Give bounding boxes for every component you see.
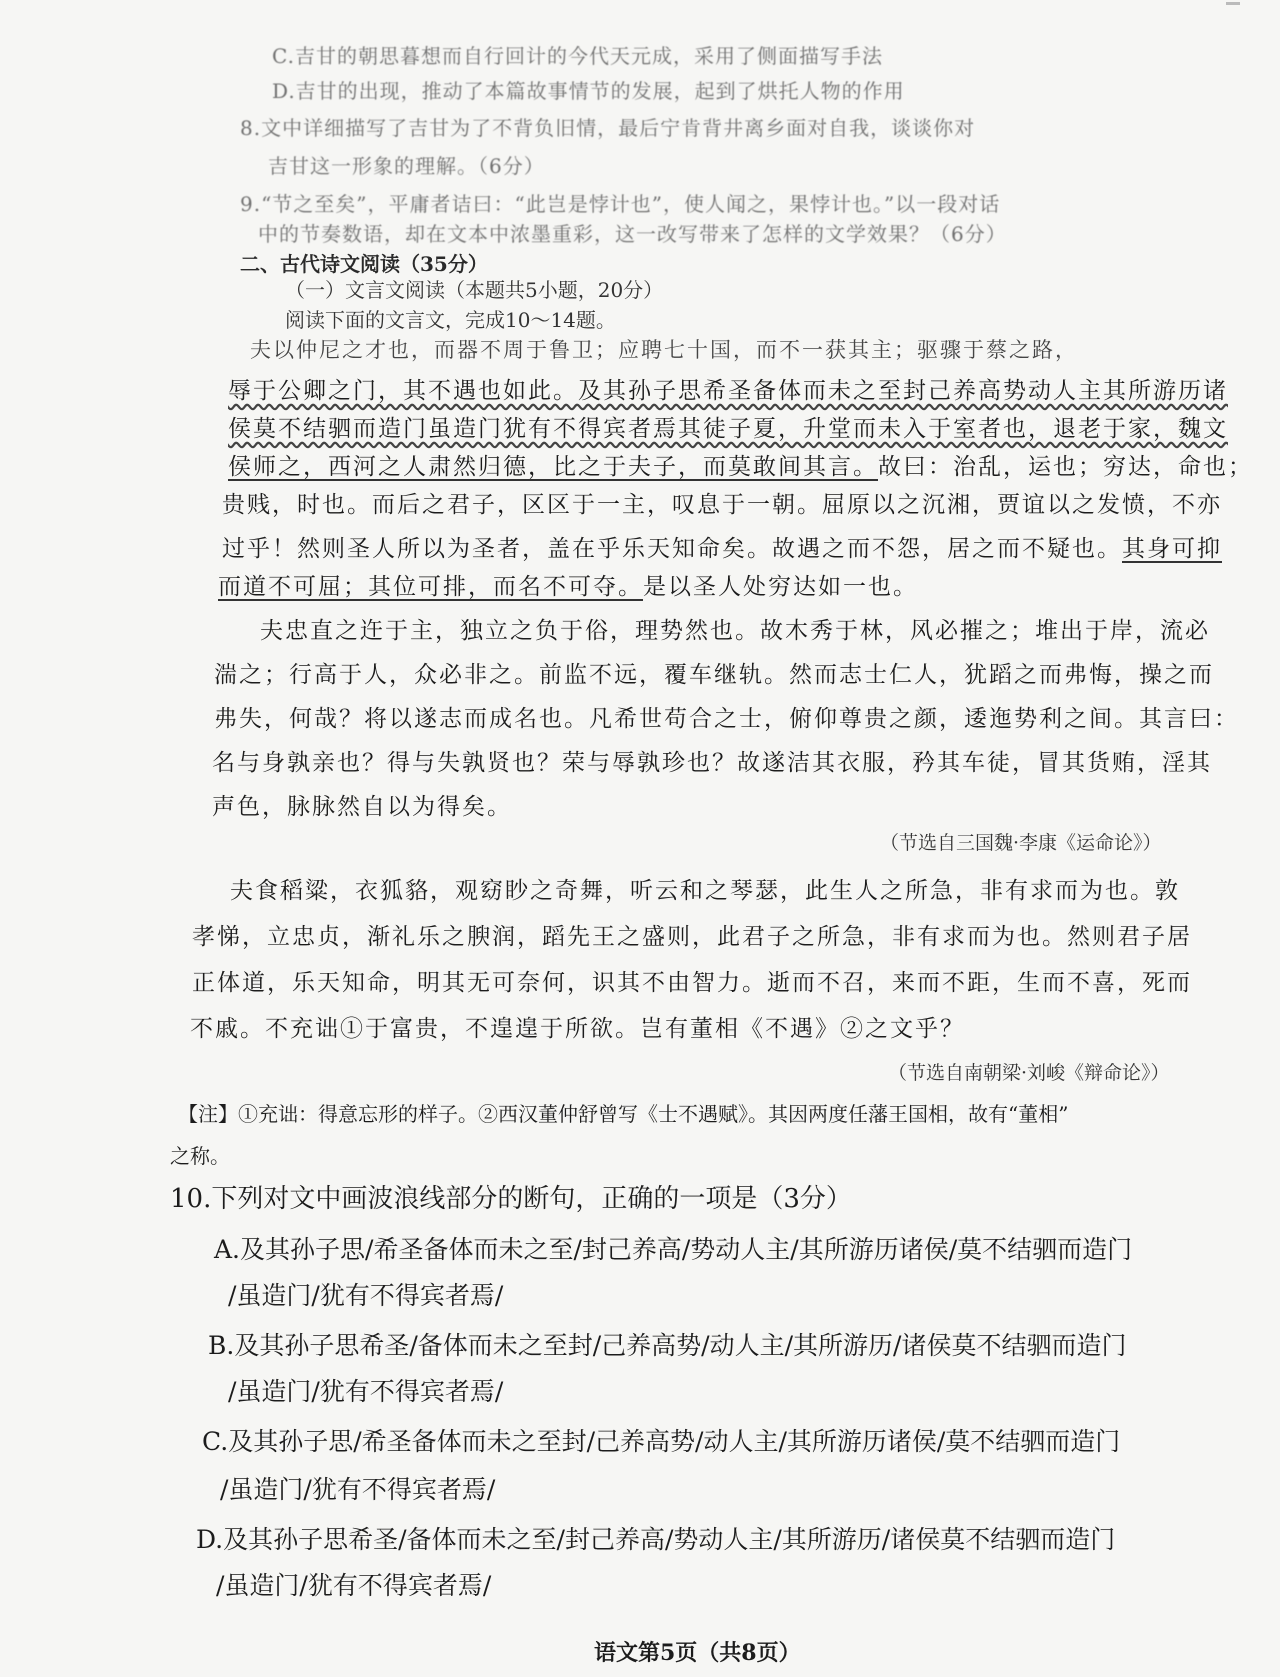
- note-line: 【注】①充诎：得意忘形的样子。②西汉董仲舒曾写《士不遇赋》。其因两度任藩王国相，故有“董相”: [178, 1102, 1069, 1126]
- passage1-line: 夫以仲尼之才也，而器不周于鲁卫；应聘七十国，而不一获其主；驱骤于蔡之路，: [250, 338, 1078, 362]
- section-title: 二、古代诗文阅读（35分）: [240, 252, 488, 276]
- passage2-line: 不戚。不充诎①于富贵，不遑遑于所欲。岂有董相《不遇》②之文乎？: [190, 1016, 965, 1042]
- faded-question-line: C.吉甘的朝思暮想而自行回计的今代天元成，采用了侧面描写手法: [272, 44, 883, 68]
- text-segment: 故曰：治乱，运也；穷达，命也；: [878, 454, 1253, 480]
- note-line: 之称。: [170, 1144, 230, 1168]
- option-a[interactable]: [214, 1230, 1132, 1266]
- underlined-sentence: 其身可抑: [1122, 536, 1222, 562]
- passage1-line: 侯莫不结驷而造门虽造门犹有不得宾者焉其徒子夏，升堂而未入于室者也，退老于家，魏文: [228, 416, 1228, 442]
- scan-mark: [1226, 2, 1240, 5]
- option-b-cont: /虽造门/犹有不得宾者焉/: [228, 1377, 504, 1406]
- faded-question-line: 中的节奏数语，却在文本中浓墨重彩，这一改写带来了怎样的文学效果？（6分）: [258, 222, 1007, 246]
- option-d-cont: /虽造门/犹有不得宾者焉/: [216, 1571, 492, 1600]
- option-text: 及其孙子思/希圣备体而未之至封/己养高势/动人主/其所游历诸侯/莫不结驷而造门: [228, 1427, 1121, 1456]
- text-segment: 过乎！然则圣人所以为圣者，盖在乎乐天知命矣。故遇之而不怨，居之而不疑也。: [222, 536, 1122, 562]
- option-b[interactable]: [208, 1326, 1126, 1362]
- passage1-source: （节选自三国魏·李康《运命论》）: [880, 832, 1162, 854]
- passage1-line: 声色，脉脉然自以为得矣。: [212, 794, 512, 820]
- passage1-line-7: [218, 568, 918, 601]
- passage1-line: 湍之；行高于人，众必非之。前监不远，覆车继轨。然而志士仁人，犹蹈之而弗悔，操之而: [214, 662, 1214, 688]
- option-text: 及其孙子思希圣/备体而未之至/封己养高/势动人主/其所游历/诸侯莫不结驷而造门: [223, 1525, 1116, 1554]
- option-label: A.: [214, 1235, 241, 1264]
- passage1-line: 弗失，何哉？将以遂志而成名也。凡希世苟合之士，俯仰尊贵之颜，逶迤势利之间。其言曰：: [214, 706, 1239, 732]
- option-a-cont: /虽造门/犹有不得宾者焉/: [228, 1281, 504, 1310]
- faded-question-line: D.吉甘的出现，推动了本篇故事情节的发展，起到了烘托人物的作用: [272, 79, 905, 103]
- option-c-cont: /虽造门/犹有不得宾者焉/: [220, 1475, 496, 1504]
- passage1-line-4: [228, 448, 1253, 481]
- text-segment: 是以圣人处穷达如一也。: [643, 574, 918, 600]
- option-label: D.: [196, 1525, 224, 1554]
- underlined-sentence: 侯师之，西河之人肃然归德，比之于夫子，而莫敢间其言。: [228, 454, 878, 480]
- option-text: 及其孙子思希圣/备体而未之至封/己养高势/动人主/其所游历/诸侯莫不结驷而造门: [234, 1331, 1127, 1360]
- passage1-line: 夫忠直之迕于主，独立之负于俗，理势然也。故木秀于林，风必摧之；堆出于岸，流必: [260, 618, 1210, 644]
- option-label: C.: [202, 1427, 229, 1456]
- passage2-line: 孝悌，立忠贞，渐礼乐之腴润，蹈先王之盛则，此君子之所急，非有求而为也。然则君子居: [192, 924, 1192, 950]
- passage1-line-6: [222, 530, 1222, 563]
- instruction: 阅读下面的文言文，完成10～14题。: [285, 308, 616, 332]
- passage1-line: 名与身孰亲也？得与失孰贤也？荣与辱孰珍也？故遂洁其衣服，矜其车徒，冒其货贿，淫其: [212, 750, 1212, 776]
- option-label: B.: [208, 1331, 235, 1360]
- passage1-line: 辱于公卿之门，其不遇也如此。及其孙子思希圣备体而未之至封己养高势动人主其所游历诸: [228, 378, 1228, 404]
- faded-question-line: 吉甘这一形象的理解。（6分）: [268, 154, 545, 178]
- passage2-line: 夫食稻粱，衣狐貉，观窈眇之奇舞，听云和之琴瑟，此生人之所急，非有求而为也。敦: [230, 878, 1180, 904]
- subsection-title: （一）文言文阅读（本题共5小题，20分）: [285, 278, 664, 302]
- option-c[interactable]: [202, 1422, 1120, 1458]
- option-d[interactable]: [196, 1520, 1115, 1556]
- option-text: 及其孙子思/希圣备体而未之至/封己养高/势动人主/其所游历诸侯/莫不结驷而造门: [240, 1235, 1133, 1264]
- question-10-stem: 10.下列对文中画波浪线部分的断句，正确的一项是（3分）: [170, 1184, 852, 1214]
- passage2-source: （节选自南朝梁·刘峻《辩命论》）: [888, 1062, 1170, 1084]
- faded-question-line: 8.文中详细描写了吉甘为了不背负旧情，最后宁肯背井离乡面对自我，谈谈你对: [240, 116, 976, 140]
- passage1-line: 贵贱，时也。而后之君子，区区于一主，叹息于一朝。屈原以之沉湘，贾谊以之发愤，不亦: [222, 492, 1222, 518]
- faded-question-line: 9.“节之至矣”，平庸者诘曰：“此岂是悖计也”，使人闻之，果悖计也。”以一段对话: [240, 192, 1001, 216]
- page-footer: 语文第5页（共8页）: [594, 1640, 801, 1666]
- passage2-line: 正体道，乐天知命，明其无可奈何，识其不由智力。逝而不召，来而不距，生而不喜，死而: [192, 970, 1192, 996]
- underlined-sentence: 而道不可屈；其位可排，而名不可夺。: [218, 574, 643, 600]
